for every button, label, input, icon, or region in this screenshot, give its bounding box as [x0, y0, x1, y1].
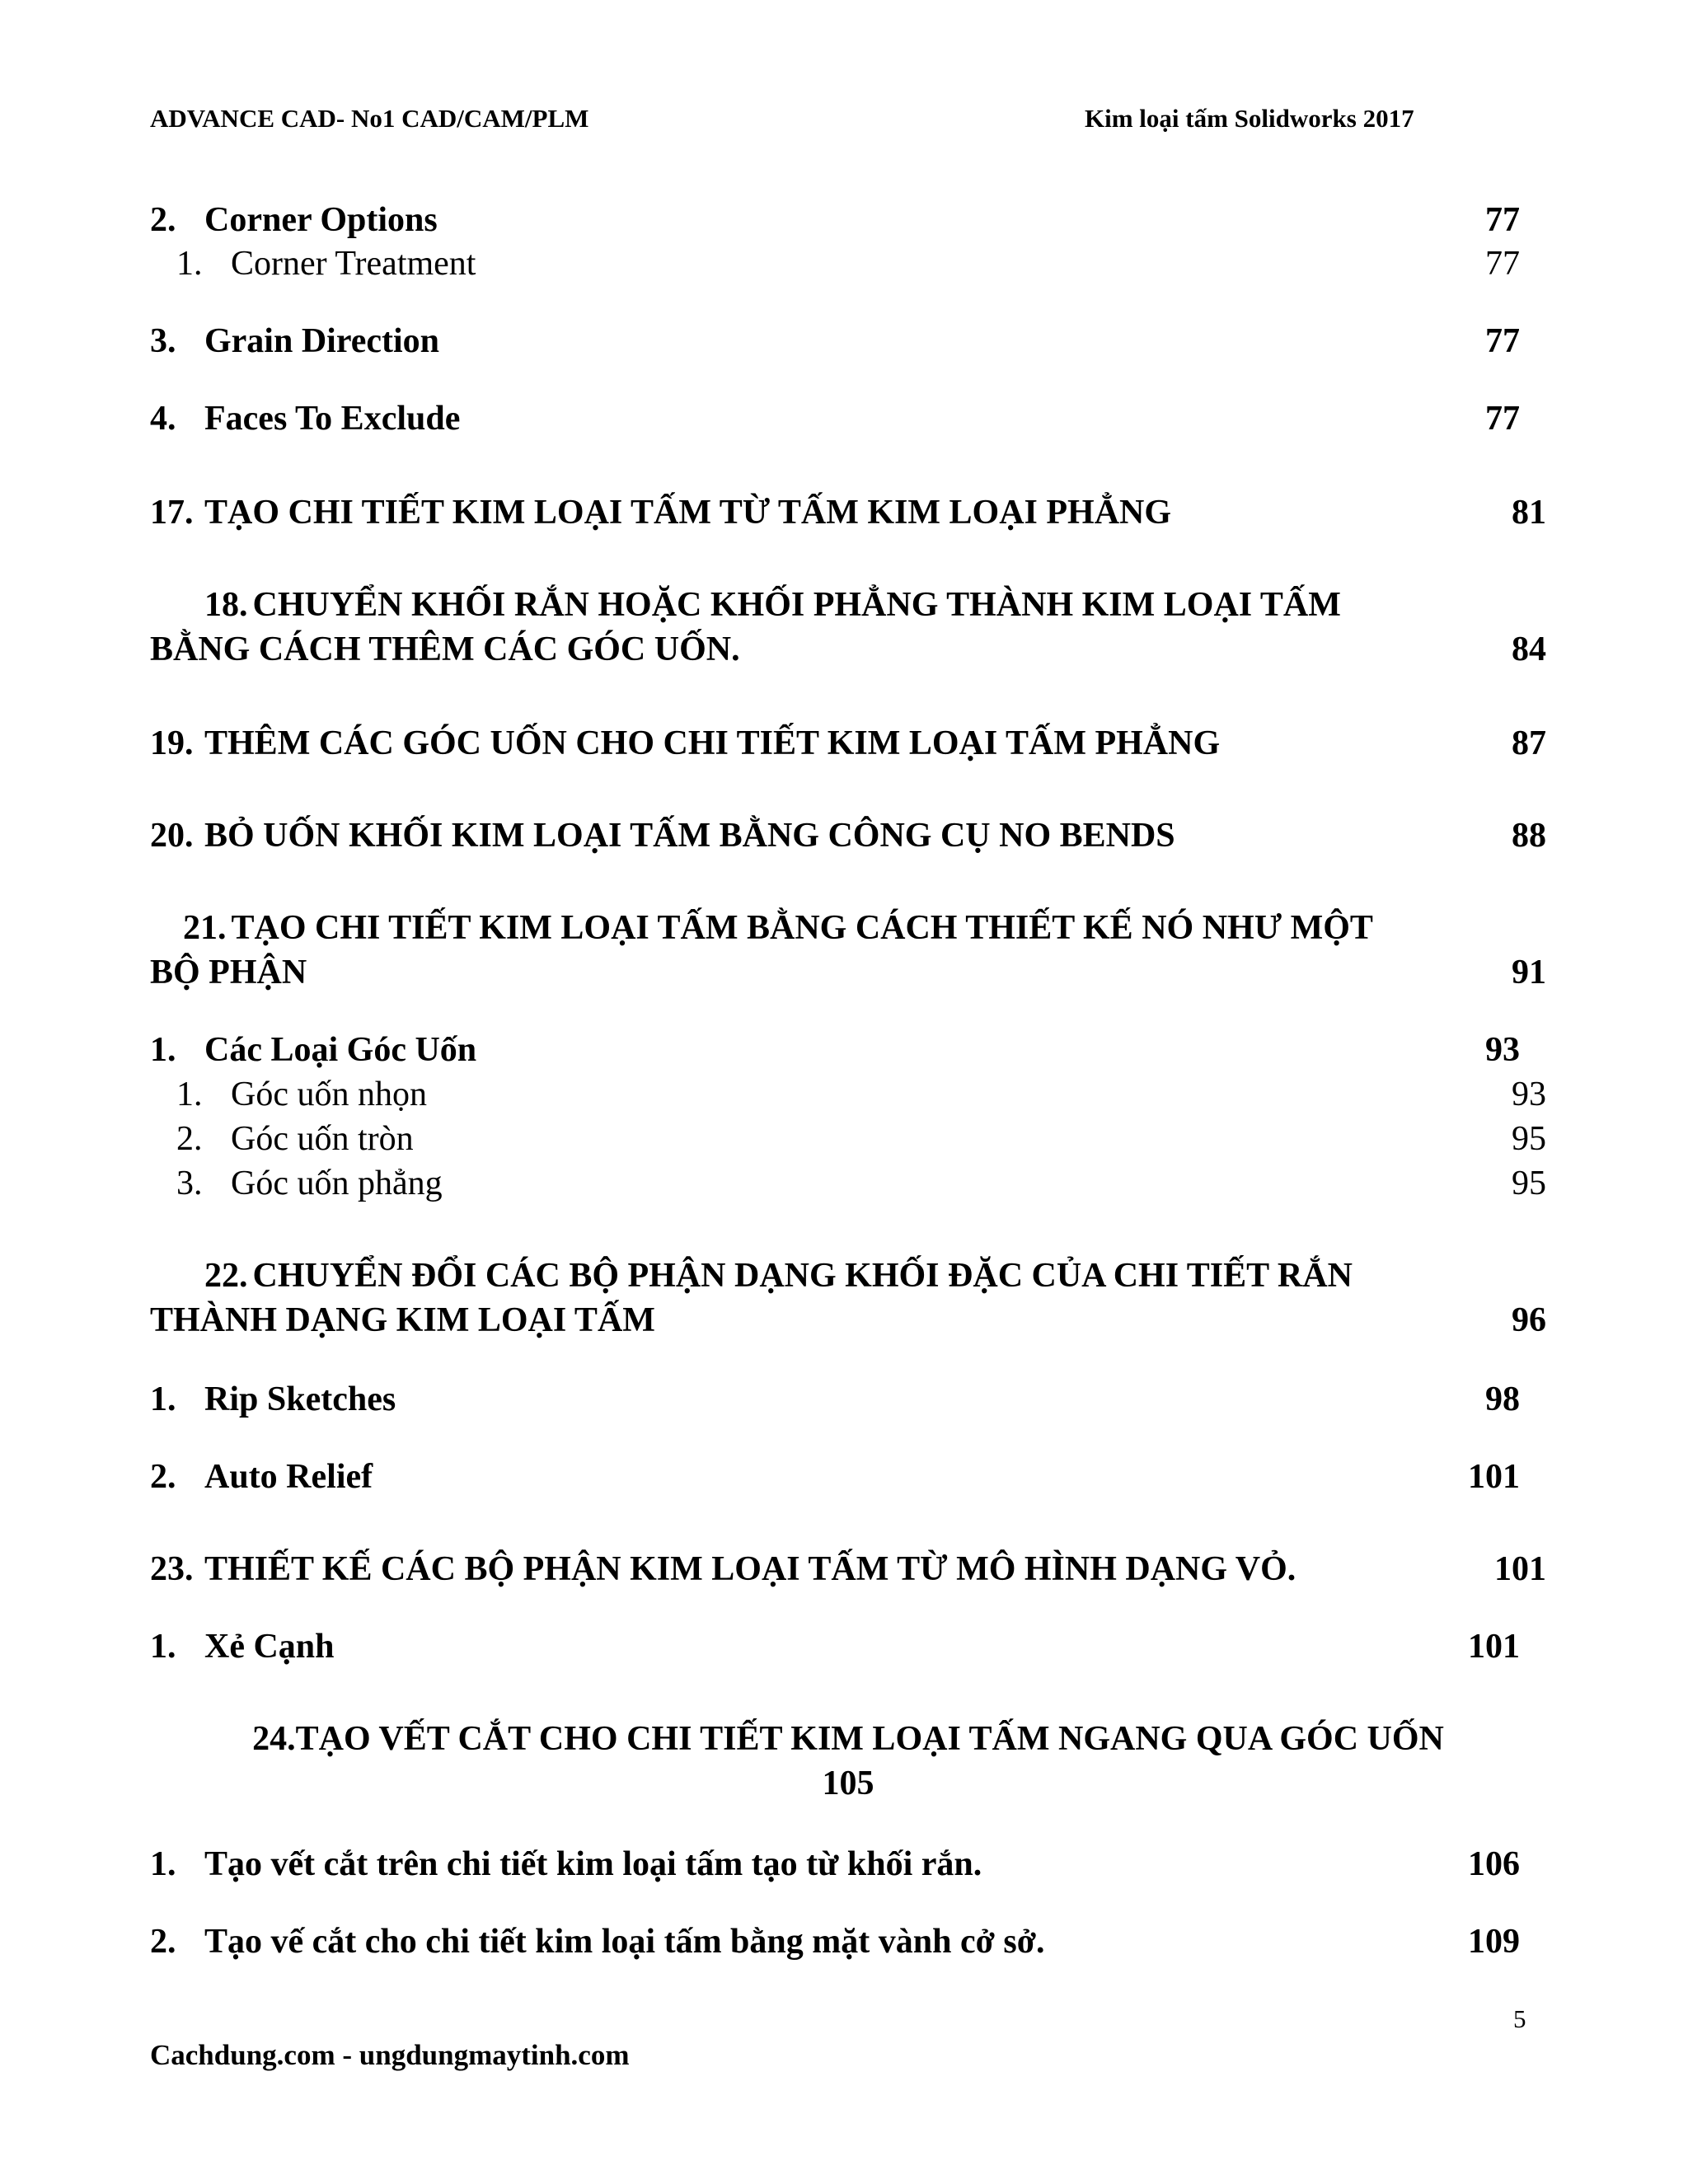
- toc-section-page: 81: [1512, 494, 1546, 532]
- toc-entry-number: 1.: [150, 1380, 176, 1418]
- toc-entry-number: 1.: [176, 245, 203, 283]
- toc-section-title-line2: THÀNH DẠNG KIM LOẠI TẤM: [150, 1301, 655, 1339]
- toc-entry-page: 95: [1512, 1120, 1546, 1158]
- toc-entry-page: 101: [1468, 1458, 1520, 1496]
- header-right: Kim loại tấm Solidworks 2017: [1085, 104, 1414, 133]
- toc-section-number: 19.: [150, 724, 194, 762]
- toc-entry-number: 2.: [150, 1923, 176, 1961]
- toc-section-number: 21.: [183, 909, 227, 947]
- toc-section-number: 24.: [252, 1720, 296, 1758]
- toc-section-number: 20.: [150, 817, 194, 855]
- toc-entry-page: 77: [1485, 201, 1520, 239]
- toc-section-page: 101: [1494, 1550, 1546, 1588]
- toc-section-title-line1: TẠO VẾT CẮT CHO CHI TIẾT KIM LOẠI TẤM NGANG QUA GÓC UỐN: [295, 1720, 1444, 1758]
- toc-section-title: THÊM CÁC GÓC UỐN CHO CHI TIẾT KIM LOẠI TẤM PHẲNG: [204, 724, 1221, 762]
- toc-section-page: 88: [1512, 817, 1546, 855]
- toc-section-page: 91: [1512, 954, 1546, 991]
- toc-section-title-line2: BỘ PHẬN: [150, 954, 307, 991]
- toc-entry-page: 98: [1485, 1380, 1520, 1418]
- toc-entry-title: Faces To Exclude: [204, 400, 461, 438]
- toc-entry-title: Tạo vế cắt cho chi tiết kim loại tấm bằng mặt vành cở sở.: [204, 1923, 1045, 1961]
- toc-section-number: 23.: [150, 1550, 194, 1588]
- toc-section-24[interactable]: [150, 1719, 1546, 1810]
- toc-section-number: 18.: [204, 586, 248, 624]
- toc-entry-page: 93: [1512, 1076, 1546, 1113]
- toc-entry-page: 109: [1468, 1923, 1520, 1961]
- toc-section-title-line1: TẠO CHI TIẾT KIM LOẠI TẤM BẰNG CÁCH THIẾT KẾ NÓ NHƯ MỘT: [231, 909, 1373, 947]
- toc-entry-number: 2.: [176, 1120, 203, 1158]
- toc-section-21[interactable]: [150, 908, 1546, 999]
- toc-entry-title: Góc uốn phẳng: [231, 1165, 443, 1202]
- toc-entry-title: Grain Direction: [204, 322, 440, 360]
- toc-entry-number: 1.: [150, 1628, 176, 1666]
- toc-entry-page: 106: [1468, 1845, 1520, 1883]
- toc-entry-title: Góc uốn nhọn: [231, 1076, 427, 1113]
- toc-entry-title: Corner Options: [204, 201, 438, 239]
- toc-entry-number: 4.: [150, 400, 176, 438]
- toc-entry-number: 2.: [150, 201, 176, 239]
- toc-section-page: 84: [1512, 630, 1546, 668]
- toc-entry-title: Xẻ Cạnh: [204, 1628, 335, 1666]
- toc-entry-page: 77: [1485, 400, 1520, 438]
- toc-entry-title: Rip Sketches: [204, 1380, 396, 1418]
- toc-entry-number: 1.: [150, 1845, 176, 1883]
- toc-section-page: 105: [822, 1765, 874, 1802]
- toc-section-number: 22.: [204, 1257, 248, 1295]
- toc-entry-page: 77: [1485, 245, 1520, 283]
- toc-entry-number: 2.: [150, 1458, 176, 1496]
- page-number: 5: [1513, 2004, 1526, 2033]
- toc-entry-page: 95: [1512, 1165, 1546, 1202]
- toc-section-title: BỎ UỐN KHỐI KIM LOẠI TẤM BẰNG CÔNG CỤ NO BENDS: [204, 817, 1175, 855]
- toc-entry-page: 101: [1468, 1628, 1520, 1666]
- toc-entry-title: Các Loại Góc Uốn: [204, 1031, 477, 1069]
- toc-entry-page: 93: [1485, 1031, 1520, 1069]
- toc-section-title-line1: CHUYỂN KHỐI RẮN HOẶC KHỐI PHẲNG THÀNH KIM LOẠI TẤM: [252, 586, 1341, 624]
- toc-section-22[interactable]: [150, 1256, 1546, 1347]
- toc-section-title: TẠO CHI TIẾT KIM LOẠI TẤM TỪ TẤM KIM LOẠI PHẲNG: [204, 494, 1172, 532]
- toc-entry-number: 1.: [150, 1031, 176, 1069]
- toc-section-number: 17.: [150, 494, 194, 532]
- toc-entry-number: 1.: [176, 1076, 203, 1113]
- footer-text: Cachdung.com - ungdungmaytinh.com: [150, 2039, 630, 2071]
- toc-section-page: 96: [1512, 1301, 1546, 1339]
- toc-section-title-line2: BẰNG CÁCH THÊM CÁC GÓC UỐN.: [150, 630, 740, 668]
- header-left: ADVANCE CAD- No1 CAD/CAM/PLM: [150, 104, 589, 133]
- toc-section-title-line1: CHUYỂN ĐỔI CÁC BỘ PHẬN DẠNG KHỐI ĐẶC CỦA CHI TIẾT RẮN: [252, 1257, 1353, 1295]
- toc-section-title: THIẾT KẾ CÁC BỘ PHẬN KIM LOẠI TẤM TỪ MÔ HÌNH DẠNG VỎ.: [204, 1550, 1296, 1588]
- toc-entry-title: Tạo vết cắt trên chi tiết kim loại tấm tạo từ khối rắn.: [204, 1845, 982, 1883]
- toc-entry-title: Auto Relief: [204, 1458, 373, 1496]
- toc-entry-page: 77: [1485, 322, 1520, 360]
- toc-entry-title: Góc uốn tròn: [231, 1120, 414, 1158]
- toc-entry-title: Corner Treatment: [231, 245, 476, 283]
- toc-entry-number: 3.: [176, 1165, 203, 1202]
- toc-section-18[interactable]: [150, 585, 1546, 676]
- toc-section-page: 87: [1512, 724, 1546, 762]
- toc-entry-number: 3.: [150, 322, 176, 360]
